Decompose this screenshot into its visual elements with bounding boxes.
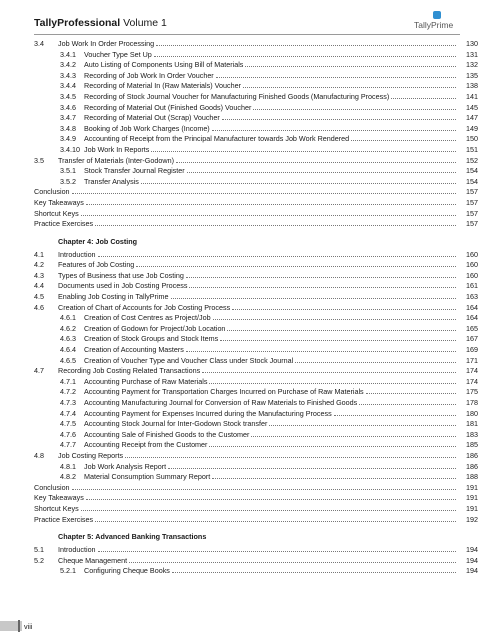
toc-entry-number: 3.5.2 bbox=[60, 176, 76, 186]
toc-entry-page: 160 bbox=[466, 260, 478, 270]
toc-entry-number: 4.8 bbox=[34, 450, 44, 460]
toc-entry[interactable] bbox=[34, 398, 478, 409]
toc-entry-title: Key Takeaways bbox=[34, 493, 84, 503]
toc-entry-number: 3.4.6 bbox=[60, 102, 76, 112]
dot-leader bbox=[212, 130, 456, 131]
toc-entry-title: Accounting Purchase of Raw Materials bbox=[84, 376, 208, 386]
toc-entry[interactable] bbox=[34, 187, 478, 198]
toc-entry-number: 3.4 bbox=[34, 39, 44, 48]
dot-leader bbox=[245, 66, 456, 67]
toc-entry-title: Auto Listing of Components Using Bill of Materials bbox=[84, 60, 244, 70]
toc-entry-page: 151 bbox=[466, 144, 478, 154]
toc-entry[interactable] bbox=[34, 198, 478, 209]
toc-entry-title: Transfer Analysis bbox=[84, 176, 139, 186]
toc-entry-number: 4.7.4 bbox=[60, 408, 76, 418]
toc-entry[interactable] bbox=[34, 156, 478, 167]
chapter-title: Chapter 5: Advanced Banking Transactions bbox=[58, 532, 207, 542]
toc-entry-title: Job Costing Reports bbox=[58, 450, 124, 460]
dot-leader bbox=[154, 56, 456, 57]
toc-entry-title: Booking of Job Work Charges (Income) bbox=[84, 123, 210, 133]
toc-entry-page: 164 bbox=[466, 302, 478, 312]
dot-leader bbox=[186, 351, 456, 352]
toc-entry-number: 4.8.2 bbox=[60, 472, 76, 482]
toc-entry-page: 130 bbox=[466, 39, 478, 48]
toc-entry[interactable] bbox=[34, 472, 478, 483]
toc-entry[interactable] bbox=[34, 345, 478, 356]
dot-leader bbox=[227, 330, 456, 331]
toc-entry-title: Accounting Receipt from the Customer bbox=[84, 440, 208, 450]
toc-entry-number: 4.1 bbox=[34, 249, 44, 259]
toc-entry[interactable] bbox=[34, 387, 478, 398]
toc-entry[interactable] bbox=[34, 377, 478, 388]
toc-entry[interactable] bbox=[34, 556, 478, 567]
toc-entry[interactable] bbox=[34, 134, 478, 145]
dot-leader bbox=[213, 319, 456, 320]
toc-entry-title: Material Consumption Summary Report bbox=[84, 472, 211, 482]
toc-entry-page: 192 bbox=[466, 514, 478, 524]
dot-leader bbox=[202, 372, 456, 373]
toc-entry-page: 167 bbox=[466, 334, 478, 344]
toc-entry-page: 185 bbox=[466, 440, 478, 450]
toc-entry-page: 191 bbox=[466, 503, 478, 513]
toc-entry-page: 191 bbox=[466, 493, 478, 503]
toc-entry-title: Recording of Stock Journal Voucher for Manufacturing Finished Goods (Manufacturing Process) bbox=[84, 91, 390, 101]
toc-entry[interactable] bbox=[34, 483, 478, 494]
toc-entry[interactable] bbox=[34, 303, 478, 314]
toc-entry-title: Types of Business that use Job Costing bbox=[58, 270, 184, 280]
dot-leader bbox=[189, 287, 456, 288]
toc-entry-page: 157 bbox=[466, 187, 478, 197]
toc-entry-title: Accounting Payment for Expenses Incurred during the Manufacturing Process bbox=[84, 408, 332, 418]
toc-entry-number: 4.5 bbox=[34, 292, 44, 302]
toc-entry[interactable] bbox=[34, 271, 478, 282]
toc-entry[interactable] bbox=[34, 60, 478, 71]
toc-entry-page: 164 bbox=[466, 313, 478, 323]
toc-entry-page: 157 bbox=[466, 208, 478, 218]
toc-entry-page: 149 bbox=[466, 123, 478, 133]
toc-entry-title: Job Work Analysis Report bbox=[84, 461, 167, 471]
toc-entry-page: 181 bbox=[466, 419, 478, 429]
toc-entry[interactable] bbox=[34, 462, 478, 473]
toc-entry-page: 169 bbox=[466, 345, 478, 355]
dot-leader bbox=[95, 521, 456, 522]
logo-text: TallyPrime bbox=[414, 20, 454, 30]
toc-entry-page: 186 bbox=[466, 450, 478, 460]
toc-entry-page: 194 bbox=[466, 555, 478, 565]
toc-entry[interactable] bbox=[34, 250, 478, 261]
toc-entry-page: 194 bbox=[466, 545, 478, 555]
toc-entry[interactable] bbox=[34, 166, 478, 177]
dot-leader bbox=[212, 478, 456, 479]
dot-leader bbox=[98, 256, 456, 257]
toc-entry-page: 183 bbox=[466, 429, 478, 439]
logo-mark-icon bbox=[433, 11, 441, 19]
toc-entry-number: 3.4.5 bbox=[60, 91, 76, 101]
dot-leader bbox=[156, 45, 456, 46]
dot-leader bbox=[168, 468, 456, 469]
toc-entry-number: 4.7.6 bbox=[60, 429, 76, 439]
toc-entry-title: Creation of Godown for Project/Job Location bbox=[84, 323, 226, 333]
toc-entry-title: Creation of Stock Groups and Stock Items bbox=[84, 334, 219, 344]
toc-entry-page: 175 bbox=[466, 387, 478, 397]
toc-entry-number: 5.2 bbox=[34, 555, 44, 565]
toc-entry-page: 174 bbox=[466, 366, 478, 376]
toc-entry-page: 165 bbox=[466, 323, 478, 333]
dot-leader bbox=[141, 183, 456, 184]
toc-entry[interactable] bbox=[34, 419, 478, 430]
chapter-heading bbox=[34, 236, 478, 248]
toc-entry-page: 178 bbox=[466, 398, 478, 407]
chapter-heading bbox=[34, 531, 478, 543]
dot-leader bbox=[222, 119, 456, 120]
toc-entry-title: Introduction bbox=[58, 545, 96, 555]
dot-leader bbox=[129, 562, 456, 563]
toc-entry-page: 161 bbox=[466, 281, 478, 291]
toc-entry[interactable] bbox=[34, 260, 478, 271]
toc-entry-title: Creation of Chart of Accounts for Job Costing Process bbox=[58, 302, 231, 312]
page-footer bbox=[0, 615, 480, 635]
dot-leader bbox=[253, 109, 456, 110]
toc-entry-number: 5.1 bbox=[34, 545, 44, 555]
dot-leader bbox=[366, 393, 456, 394]
toc-entry[interactable] bbox=[34, 493, 478, 504]
dot-leader bbox=[216, 77, 456, 78]
dot-leader bbox=[98, 551, 456, 552]
toc-entry-page: 160 bbox=[466, 270, 478, 280]
book-brand: TallyProfessional bbox=[34, 17, 121, 29]
tallyprime-logo bbox=[414, 11, 460, 33]
toc-entry-number: 4.7.2 bbox=[60, 387, 76, 397]
toc-entry-title: Cheque Management bbox=[58, 555, 128, 565]
dot-leader bbox=[209, 446, 456, 447]
toc-entry[interactable] bbox=[34, 177, 478, 188]
toc-entry-number: 4.6.4 bbox=[60, 345, 76, 355]
toc-entry-number: 4.2 bbox=[34, 260, 44, 270]
book-volume: Volume 1 bbox=[123, 17, 167, 29]
toc-entry-number: 4.7.1 bbox=[60, 376, 76, 386]
toc-entry-title: Conclusion bbox=[34, 187, 70, 197]
toc-entry-page: 141 bbox=[466, 91, 478, 101]
toc-entry-title: Accounting Manufacturing Journal for Conversion of Raw Materials to Finished Goods bbox=[84, 398, 358, 407]
toc-entry-page: 131 bbox=[466, 49, 478, 59]
toc-entry-page: 147 bbox=[466, 113, 478, 123]
toc-entry[interactable] bbox=[34, 545, 478, 556]
toc-entry-title: Accounting Sale of Finished Goods to the Customer bbox=[84, 429, 250, 439]
toc-entry[interactable] bbox=[34, 124, 478, 135]
dot-leader bbox=[86, 499, 456, 500]
toc-entry[interactable] bbox=[34, 103, 478, 114]
toc-entry-page: 132 bbox=[466, 60, 478, 70]
toc-entry-number: 4.8.1 bbox=[60, 461, 76, 471]
toc-entry-title: Practice Exercises bbox=[34, 219, 94, 229]
toc-entry-page: 152 bbox=[466, 155, 478, 165]
dot-leader bbox=[251, 436, 456, 437]
toc-entry-page: 174 bbox=[466, 376, 478, 386]
toc-entry[interactable] bbox=[34, 219, 478, 230]
dot-leader bbox=[81, 215, 456, 216]
toc-entry-page: 154 bbox=[466, 176, 478, 186]
toc-entry-number: 3.4.9 bbox=[60, 134, 76, 144]
toc-entry-title: Practice Exercises bbox=[34, 514, 94, 524]
toc-entry-number: 4.6.2 bbox=[60, 323, 76, 333]
page-header bbox=[0, 0, 480, 36]
toc-entry-number: 4.6.3 bbox=[60, 334, 76, 344]
dot-leader bbox=[81, 510, 456, 511]
toc-entry[interactable] bbox=[34, 113, 478, 124]
toc-entry-number: 4.3 bbox=[34, 270, 44, 280]
toc-entry-title: Features of Job Costing bbox=[58, 260, 135, 270]
toc-entry-number: 4.7 bbox=[34, 366, 44, 376]
dot-leader bbox=[172, 572, 456, 573]
dot-leader bbox=[334, 415, 456, 416]
toc-entry-page: 191 bbox=[466, 482, 478, 492]
dot-leader bbox=[269, 425, 456, 426]
toc-entry-title: Documents used in Job Costing Process bbox=[58, 281, 188, 291]
toc-entry-title: Creation of Accounting Masters bbox=[84, 345, 184, 355]
toc-entry-title: Job Work In Order Processing bbox=[58, 39, 155, 48]
toc-entry-title: Configuring Cheque Books bbox=[84, 566, 170, 576]
toc-entry-title: Enabling Job Costing in TallyPrime bbox=[58, 292, 169, 302]
toc-entry-page: 188 bbox=[466, 472, 478, 482]
dot-leader bbox=[186, 277, 456, 278]
toc-entry[interactable] bbox=[34, 409, 478, 420]
table-of-contents bbox=[34, 39, 478, 577]
toc-entry-page: 157 bbox=[466, 219, 478, 229]
toc-entry-title: Recording of Material Out (Scrap) Voucher bbox=[84, 113, 220, 123]
toc-entry-number: 4.6 bbox=[34, 302, 44, 312]
chapter-title: Chapter 4: Job Costing bbox=[58, 236, 138, 246]
toc-entry[interactable] bbox=[34, 515, 478, 526]
dot-leader bbox=[359, 404, 456, 405]
toc-entry[interactable] bbox=[34, 440, 478, 451]
toc-entry-page: 163 bbox=[466, 292, 478, 302]
dot-leader bbox=[232, 309, 456, 310]
header-divider bbox=[34, 34, 460, 35]
toc-entry[interactable] bbox=[34, 313, 478, 324]
toc-entry-title: Key Takeaways bbox=[34, 197, 84, 207]
dot-leader bbox=[391, 98, 456, 99]
toc-entry-number: 3.4.10 bbox=[60, 144, 80, 154]
toc-entry-page: 154 bbox=[466, 166, 478, 176]
toc-entry-page: 145 bbox=[466, 102, 478, 112]
toc-entry-page: 171 bbox=[466, 355, 478, 365]
toc-entry-title: Recording of Material Out (Finished Goods) Voucher bbox=[84, 102, 252, 112]
dot-leader bbox=[220, 340, 456, 341]
toc-entry-title: Accounting Stock Journal for Inter-Godown Stock transfer bbox=[84, 419, 268, 429]
toc-entry-number: 3.5 bbox=[34, 155, 44, 165]
toc-entry-number: 3.4.7 bbox=[60, 113, 76, 123]
toc-entry-title: Transfer of Materials (Inter-Godown) bbox=[58, 155, 174, 165]
toc-entry-title: Shortcut Keys bbox=[34, 503, 79, 513]
toc-entry[interactable] bbox=[34, 356, 478, 367]
footer-page-number: viii bbox=[24, 622, 33, 631]
toc-entry-number: 3.4.2 bbox=[60, 60, 76, 70]
toc-entry-number: 4.6.5 bbox=[60, 355, 76, 365]
toc-entry-title: Creation of Voucher Type and Voucher Class under Stock Journal bbox=[84, 355, 294, 365]
toc-entry-number: 4.7.3 bbox=[60, 398, 76, 407]
toc-entry-title: Recording of Material In (Raw Materials) Voucher bbox=[84, 81, 241, 91]
toc-entry-page: 194 bbox=[466, 566, 478, 576]
toc-entry-page: 138 bbox=[466, 81, 478, 91]
toc-entry[interactable] bbox=[34, 92, 478, 103]
toc-entry-page: 180 bbox=[466, 408, 478, 418]
toc-entry-title: Recording of Job Work In Order Voucher bbox=[84, 70, 214, 80]
toc-entry[interactable] bbox=[34, 281, 478, 292]
toc-entry[interactable] bbox=[34, 50, 478, 61]
toc-entry[interactable] bbox=[34, 430, 478, 441]
toc-entry-title: Accounting of Receipt from the Principal Manufacturer towards Job Work Rendered bbox=[84, 134, 350, 144]
toc-entry[interactable] bbox=[34, 451, 478, 462]
toc-entry[interactable] bbox=[34, 71, 478, 82]
toc-entry-title: Accounting Payment for Transportation Charges Incurred on Purchase of Raw Materials bbox=[84, 387, 364, 397]
toc-entry[interactable] bbox=[34, 81, 478, 92]
toc-entry-number: 4.6.1 bbox=[60, 313, 76, 323]
footer-separator bbox=[18, 620, 20, 632]
dot-leader bbox=[95, 225, 456, 226]
toc-entry-number: 3.4.4 bbox=[60, 81, 76, 91]
dot-leader bbox=[243, 87, 456, 88]
toc-entry-number: 3.4.1 bbox=[60, 49, 76, 59]
dot-leader bbox=[72, 193, 456, 194]
toc-entry-number: 4.7.7 bbox=[60, 440, 76, 450]
toc-entry-page: 135 bbox=[466, 70, 478, 80]
toc-entry[interactable] bbox=[34, 366, 478, 377]
toc-entry-title: Introduction bbox=[58, 249, 96, 259]
dot-leader bbox=[125, 457, 456, 458]
toc-entry[interactable] bbox=[34, 209, 478, 220]
dot-leader bbox=[209, 383, 456, 384]
dot-leader bbox=[136, 266, 456, 267]
toc-entry-page: 150 bbox=[466, 134, 478, 144]
toc-entry-title: Creation of Cost Centres as Project/Job bbox=[84, 313, 211, 323]
toc-entry-title: Conclusion bbox=[34, 482, 70, 492]
dot-leader bbox=[151, 151, 456, 152]
toc-entry[interactable] bbox=[34, 145, 478, 156]
toc-entry-number: 4.7.5 bbox=[60, 419, 76, 429]
dot-leader bbox=[187, 172, 456, 173]
dot-leader bbox=[295, 362, 456, 363]
toc-entry-page: 157 bbox=[466, 197, 478, 207]
dot-leader bbox=[72, 489, 456, 490]
dot-leader bbox=[171, 298, 456, 299]
toc-entry[interactable] bbox=[34, 292, 478, 303]
dot-leader bbox=[351, 140, 456, 141]
toc-entry-title: Shortcut Keys bbox=[34, 208, 79, 218]
toc-entry-title: Job Work In Reports bbox=[84, 144, 150, 154]
toc-entry-number: 4.4 bbox=[34, 281, 44, 291]
dot-leader bbox=[86, 204, 456, 205]
toc-entry-title: Stock Transfer Journal Register bbox=[84, 166, 185, 176]
toc-entry-number: 3.4.3 bbox=[60, 70, 76, 80]
toc-entry-page: 186 bbox=[466, 461, 478, 471]
toc-entry[interactable] bbox=[34, 324, 478, 335]
book-title bbox=[34, 17, 167, 29]
toc-entry-number: 3.4.8 bbox=[60, 123, 76, 133]
toc-entry[interactable] bbox=[34, 39, 478, 50]
toc-entry[interactable] bbox=[34, 504, 478, 515]
toc-entry-number: 3.5.1 bbox=[60, 166, 76, 176]
toc-entry-number: 5.2.1 bbox=[60, 566, 76, 576]
dot-leader bbox=[176, 162, 456, 163]
toc-entry[interactable] bbox=[34, 566, 478, 577]
toc-entry-title: Recording Job Costing Related Transactions bbox=[58, 366, 201, 376]
toc-entry[interactable] bbox=[34, 334, 478, 345]
toc-entry-page: 160 bbox=[466, 249, 478, 259]
toc-entry-title: Voucher Type Set Up bbox=[84, 49, 152, 59]
